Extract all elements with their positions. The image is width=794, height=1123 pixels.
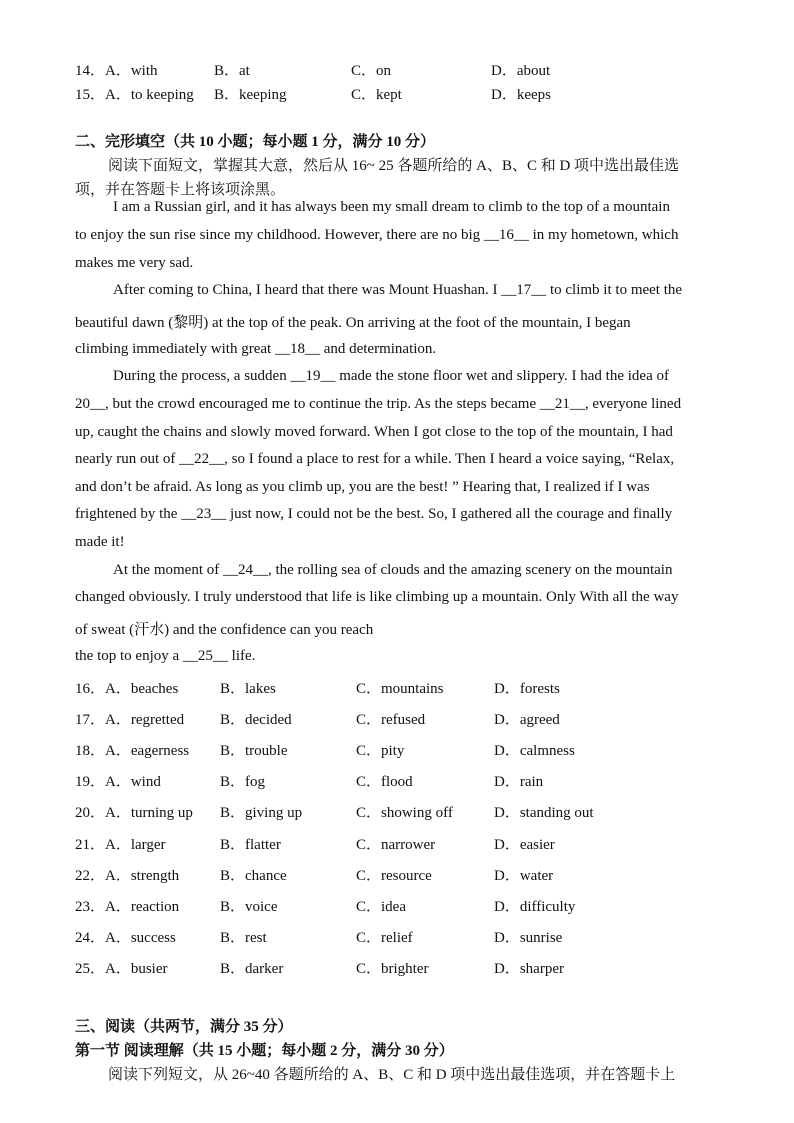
option-b: B．trouble	[220, 743, 288, 759]
option-c: C．kept	[351, 87, 402, 103]
option-a: A．with	[105, 63, 158, 79]
option-c: C．flood	[356, 774, 413, 790]
cloze-instructions-line1: 阅读下面短文，掌握其大意，然后从 16~ 25 各题所给的 A、B、C 和 D 项中选出最佳选	[108, 158, 680, 174]
option-b: B．chance	[220, 868, 287, 884]
passage-line: After coming to China, I heard that there was Mount Huashan. I __17__ to climb it to meet the	[113, 282, 683, 298]
option-d: D．sharper	[494, 961, 564, 977]
cloze-instructions-line2: 项，并在答题卡上将该项涂黑。	[75, 182, 286, 198]
option-a: A．larger	[105, 837, 166, 853]
blank-17: __17__	[501, 282, 547, 298]
blank-19: __19__	[290, 368, 336, 384]
option-b: B．lakes	[220, 681, 276, 697]
question-number: 15．	[75, 87, 106, 103]
option-b: B．decided	[220, 712, 292, 728]
option-d: D．easier	[494, 837, 555, 853]
blank-16: __16__	[483, 227, 529, 243]
option-c: C．brighter	[356, 961, 429, 977]
passage-line: climbing immediately with great __18__ and determination.	[75, 341, 437, 357]
option-c: C．showing off	[356, 805, 453, 821]
option-a: A．turning up	[105, 805, 193, 821]
option-b: B．rest	[220, 930, 267, 946]
option-a: A．wind	[105, 774, 161, 790]
question-number: 14．	[75, 63, 106, 79]
option-c: C．narrower	[356, 837, 436, 853]
option-b: B．voice	[220, 899, 278, 915]
passage-line: up, caught the chains and slowly moved forward. When I got close to the top of the mountain, I had	[75, 424, 673, 440]
option-c: C．idea	[356, 899, 406, 915]
passage-line: of sweat (汗水) and the confidence can you reach	[75, 622, 374, 638]
option-d: D．keeps	[491, 87, 551, 103]
blank-23: __23__	[181, 506, 227, 522]
section-title-reading: 三、阅读（共两节，满分 35 分）	[75, 1019, 293, 1035]
option-c: C．refused	[356, 712, 426, 728]
option-c: C．on	[351, 63, 392, 79]
option-a: A．regretted	[105, 712, 185, 728]
blank-21: __21__	[539, 396, 585, 412]
passage-line: to enjoy the sun rise since my childhood. However, there are no big __16__ in my hometown, which	[75, 227, 679, 243]
option-d: D．about	[491, 63, 551, 79]
option-d: D．calmness	[494, 743, 575, 759]
blank-24: __24__	[222, 562, 268, 578]
option-c: C．resource	[356, 868, 432, 884]
question-number: 19．	[75, 774, 106, 790]
option-d: D．standing out	[494, 805, 594, 821]
question-number: 22．	[75, 868, 106, 884]
option-b: B．fog	[220, 774, 266, 790]
question-number: 25．	[75, 961, 106, 977]
question-number: 17．	[75, 712, 106, 728]
passage-line: I am a Russian girl, and it has always been my small dream to climb to the top of a mountain	[113, 199, 670, 215]
option-c: C．pity	[356, 743, 405, 759]
option-d: D．sunrise	[494, 930, 563, 946]
passage-line: and don’t be afraid. As long as you climb up, you are the best! ” Hearing that, I realized if I was	[75, 479, 650, 495]
question-number: 20．	[75, 805, 106, 821]
option-b: B．darker	[220, 961, 284, 977]
blank-25: __25__	[182, 648, 228, 664]
option-a: A．to keeping	[105, 87, 194, 103]
option-b: B．flatter	[220, 837, 281, 853]
passage-line: nearly run out of __22__, so I found a place to rest for a while. Then I heard a voice saying, “Relax,	[75, 451, 675, 467]
option-d: D．rain	[494, 774, 544, 790]
passage-line: made it!	[75, 534, 125, 550]
option-a: A．success	[105, 930, 176, 946]
blank-22: __22__	[179, 451, 225, 467]
passage-line: frightened by the __23__ just now, I could not be the best. So, I gathered all the courage and finally	[75, 506, 673, 522]
question-number: 21．	[75, 837, 106, 853]
reading-instructions: 阅读下列短文，从 26~40 各题所给的 A、B、C 和 D 项中选出最佳选项，并在答题卡上	[108, 1067, 676, 1083]
option-d: D．difficulty	[494, 899, 576, 915]
option-c: C．mountains	[356, 681, 444, 697]
option-b: B．at	[214, 63, 250, 79]
question-number: 16．	[75, 681, 106, 697]
question-number: 18．	[75, 743, 106, 759]
passage-line: beautiful dawn (黎明) at the top of the peak. On arriving at the foot of the mountain, I began	[75, 315, 631, 331]
option-a: A．strength	[105, 868, 180, 884]
section-title-cloze: 二、完形填空（共 10 小题；每小题 1 分，满分 10 分）	[75, 134, 436, 150]
option-a: A．beaches	[105, 681, 179, 697]
option-a: A．reaction	[105, 899, 180, 915]
passage-line: During the process, a sudden __19__ made the stone floor wet and slippery. I had the idea of	[113, 368, 669, 384]
question-number: 23．	[75, 899, 106, 915]
option-a: A．busier	[105, 961, 168, 977]
option-b: B．keeping	[214, 87, 287, 103]
option-d: D．forests	[494, 681, 560, 697]
option-b: B．giving up	[220, 805, 303, 821]
passage-line: 20__, but the crowd encouraged me to continue the trip. As the steps became __21__, everyone lined	[75, 396, 682, 412]
option-d: D．agreed	[494, 712, 560, 728]
blank-20: 20__	[75, 396, 105, 412]
passage-line: the top to enjoy a __25__ life.	[75, 648, 256, 664]
passage-line: changed obviously. I truly understood that life is like climbing up a mountain. Only With all the way	[75, 589, 679, 605]
section-subtitle-reading: 第一节 阅读理解（共 15 小题；每小题 2 分，满分 30 分）	[75, 1043, 454, 1059]
passage-line: At the moment of __24__, the rolling sea of clouds and the amazing scenery on the mountain	[113, 562, 673, 578]
option-c: C．relief	[356, 930, 413, 946]
question-number: 24．	[75, 930, 106, 946]
option-d: D．water	[494, 868, 554, 884]
option-a: A．eagerness	[105, 743, 190, 759]
blank-18: __18__	[274, 341, 320, 357]
passage-line: makes me very sad.	[75, 255, 194, 271]
